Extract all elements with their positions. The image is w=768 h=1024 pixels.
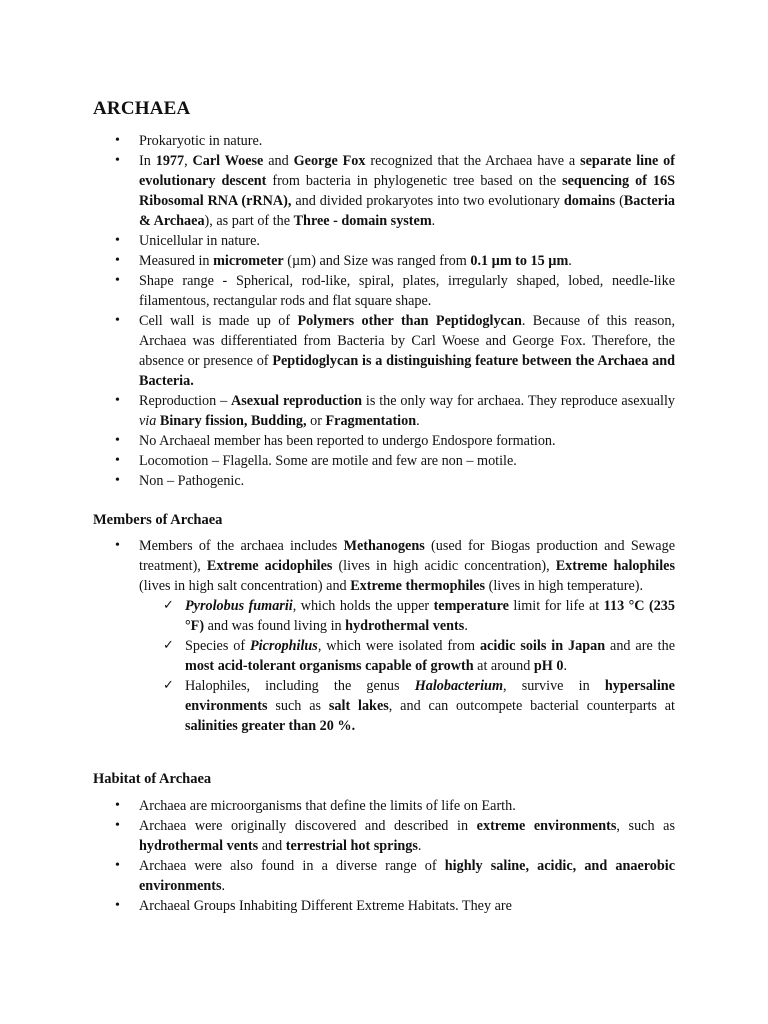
members-sublist [139, 596, 675, 736]
sublist-item: ✓ Species of Picrophilus, which were isolated from acidic soils in Japan and are the most acid-tolerant organisms capable of growth at around pH 0. [163, 638, 675, 674]
list-item: • No Archaeal member has been reported to undergo Endospore formation. [93, 431, 675, 451]
intro-list [93, 131, 675, 491]
list-item: • Measured in micrometer (µm) and Size was ranged from 0.1 µm to 15 µm. [93, 251, 675, 271]
list-item: • Cell wall is made up of Polymers other than Peptidoglycan. Because of this reason, Archaea was differentiated from Bacteria by Carl Woese and George Fox. Therefore, the absence or presence of Peptidoglycan is a distinguishing feature between the Archaea and Bacteria. [93, 311, 675, 391]
list-item: • Locomotion – Flagella. Some are motile and few are non – motile. [93, 451, 675, 471]
habitat-heading: Habitat of Archaea [93, 771, 212, 787]
habitat-list [93, 796, 675, 916]
list-item: • Archaeal Groups Inhabiting Different Extreme Habitats. They are [93, 896, 675, 916]
list-item: • Archaea were originally discovered and described in extreme environments, such as hydrothermal vents and terrestrial hot springs. [93, 816, 675, 856]
list-item: • Unicellular in nature. [93, 231, 675, 251]
list-item: • In 1977, Carl Woese and George Fox recognized that the Archaea have a separate line of evolutionary descent from bacteria in phylogenetic tree based on the sequencing of 16S Ribosomal RNA (rRNA), and divided prokaryotes into two evolutionary domains (Bacteria & Archaea), as part of the Three - domain system. [93, 151, 675, 231]
list-item: • Reproduction – Asexual reproduction is the only way for archaea. They reproduce asexually via Binary fission, Budding, or Fragmentation. [93, 391, 675, 431]
sublist-item: ✓ Halophiles, including the genus Halobacterium, survive in hypersaline environments such as salt lakes, and can outcompete bacterial counterparts at salinities greater than 20 %. [163, 678, 675, 734]
sublist-item: ✓ Pyrolobus fumarii, which holds the upper temperature limit for life at 113 °C (235 °F) and was found living in hydrothermal vents. [163, 598, 675, 634]
list-item: • Members of the archaea includes Methanogens (used for Biogas production and Sewage treatment), Extreme acidophiles (lives in high acidic concentration), Extreme halophiles (lives in high salt concentration) and Extreme thermophiles (lives in high temperature). ✓ Pyrolobus fumarii, which holds the upper temperature limit for life at 113 °C (235 °F) and was found living in hydrothermal vents. ✓ Species of Picrophilus, which were isolated from acidic soils in Japan and are the most acid-tolerant organisms capable of growth at around pH 0. ✓ Halophiles, including the genus Halobacterium, survive in hypersaline environments such as salt lakes, and can outcompete bacterial counterparts at salinities greater than 20 %. [93, 536, 675, 736]
checkmark-icon: ✓ [163, 598, 174, 613]
members-list [93, 536, 675, 736]
page-title: ARCHAEA [93, 98, 191, 119]
list-item: • Shape range - Spherical, rod-like, spiral, plates, irregularly shaped, lobed, needle-like filamentous, rectangular rods and flat square shape. [93, 271, 675, 311]
list-item: • Non – Pathogenic. [93, 471, 675, 491]
list-item: • Archaea are microorganisms that define the limits of life on Earth. [93, 796, 675, 816]
checkmark-icon: ✓ [163, 638, 174, 653]
checkmark-icon: ✓ [163, 678, 174, 693]
members-heading: Members of Archaea [93, 512, 223, 528]
list-item: • Prokaryotic in nature. [93, 131, 675, 151]
list-item: • Archaea were also found in a diverse range of highly saline, acidic, and anaerobic environments. [93, 856, 675, 896]
